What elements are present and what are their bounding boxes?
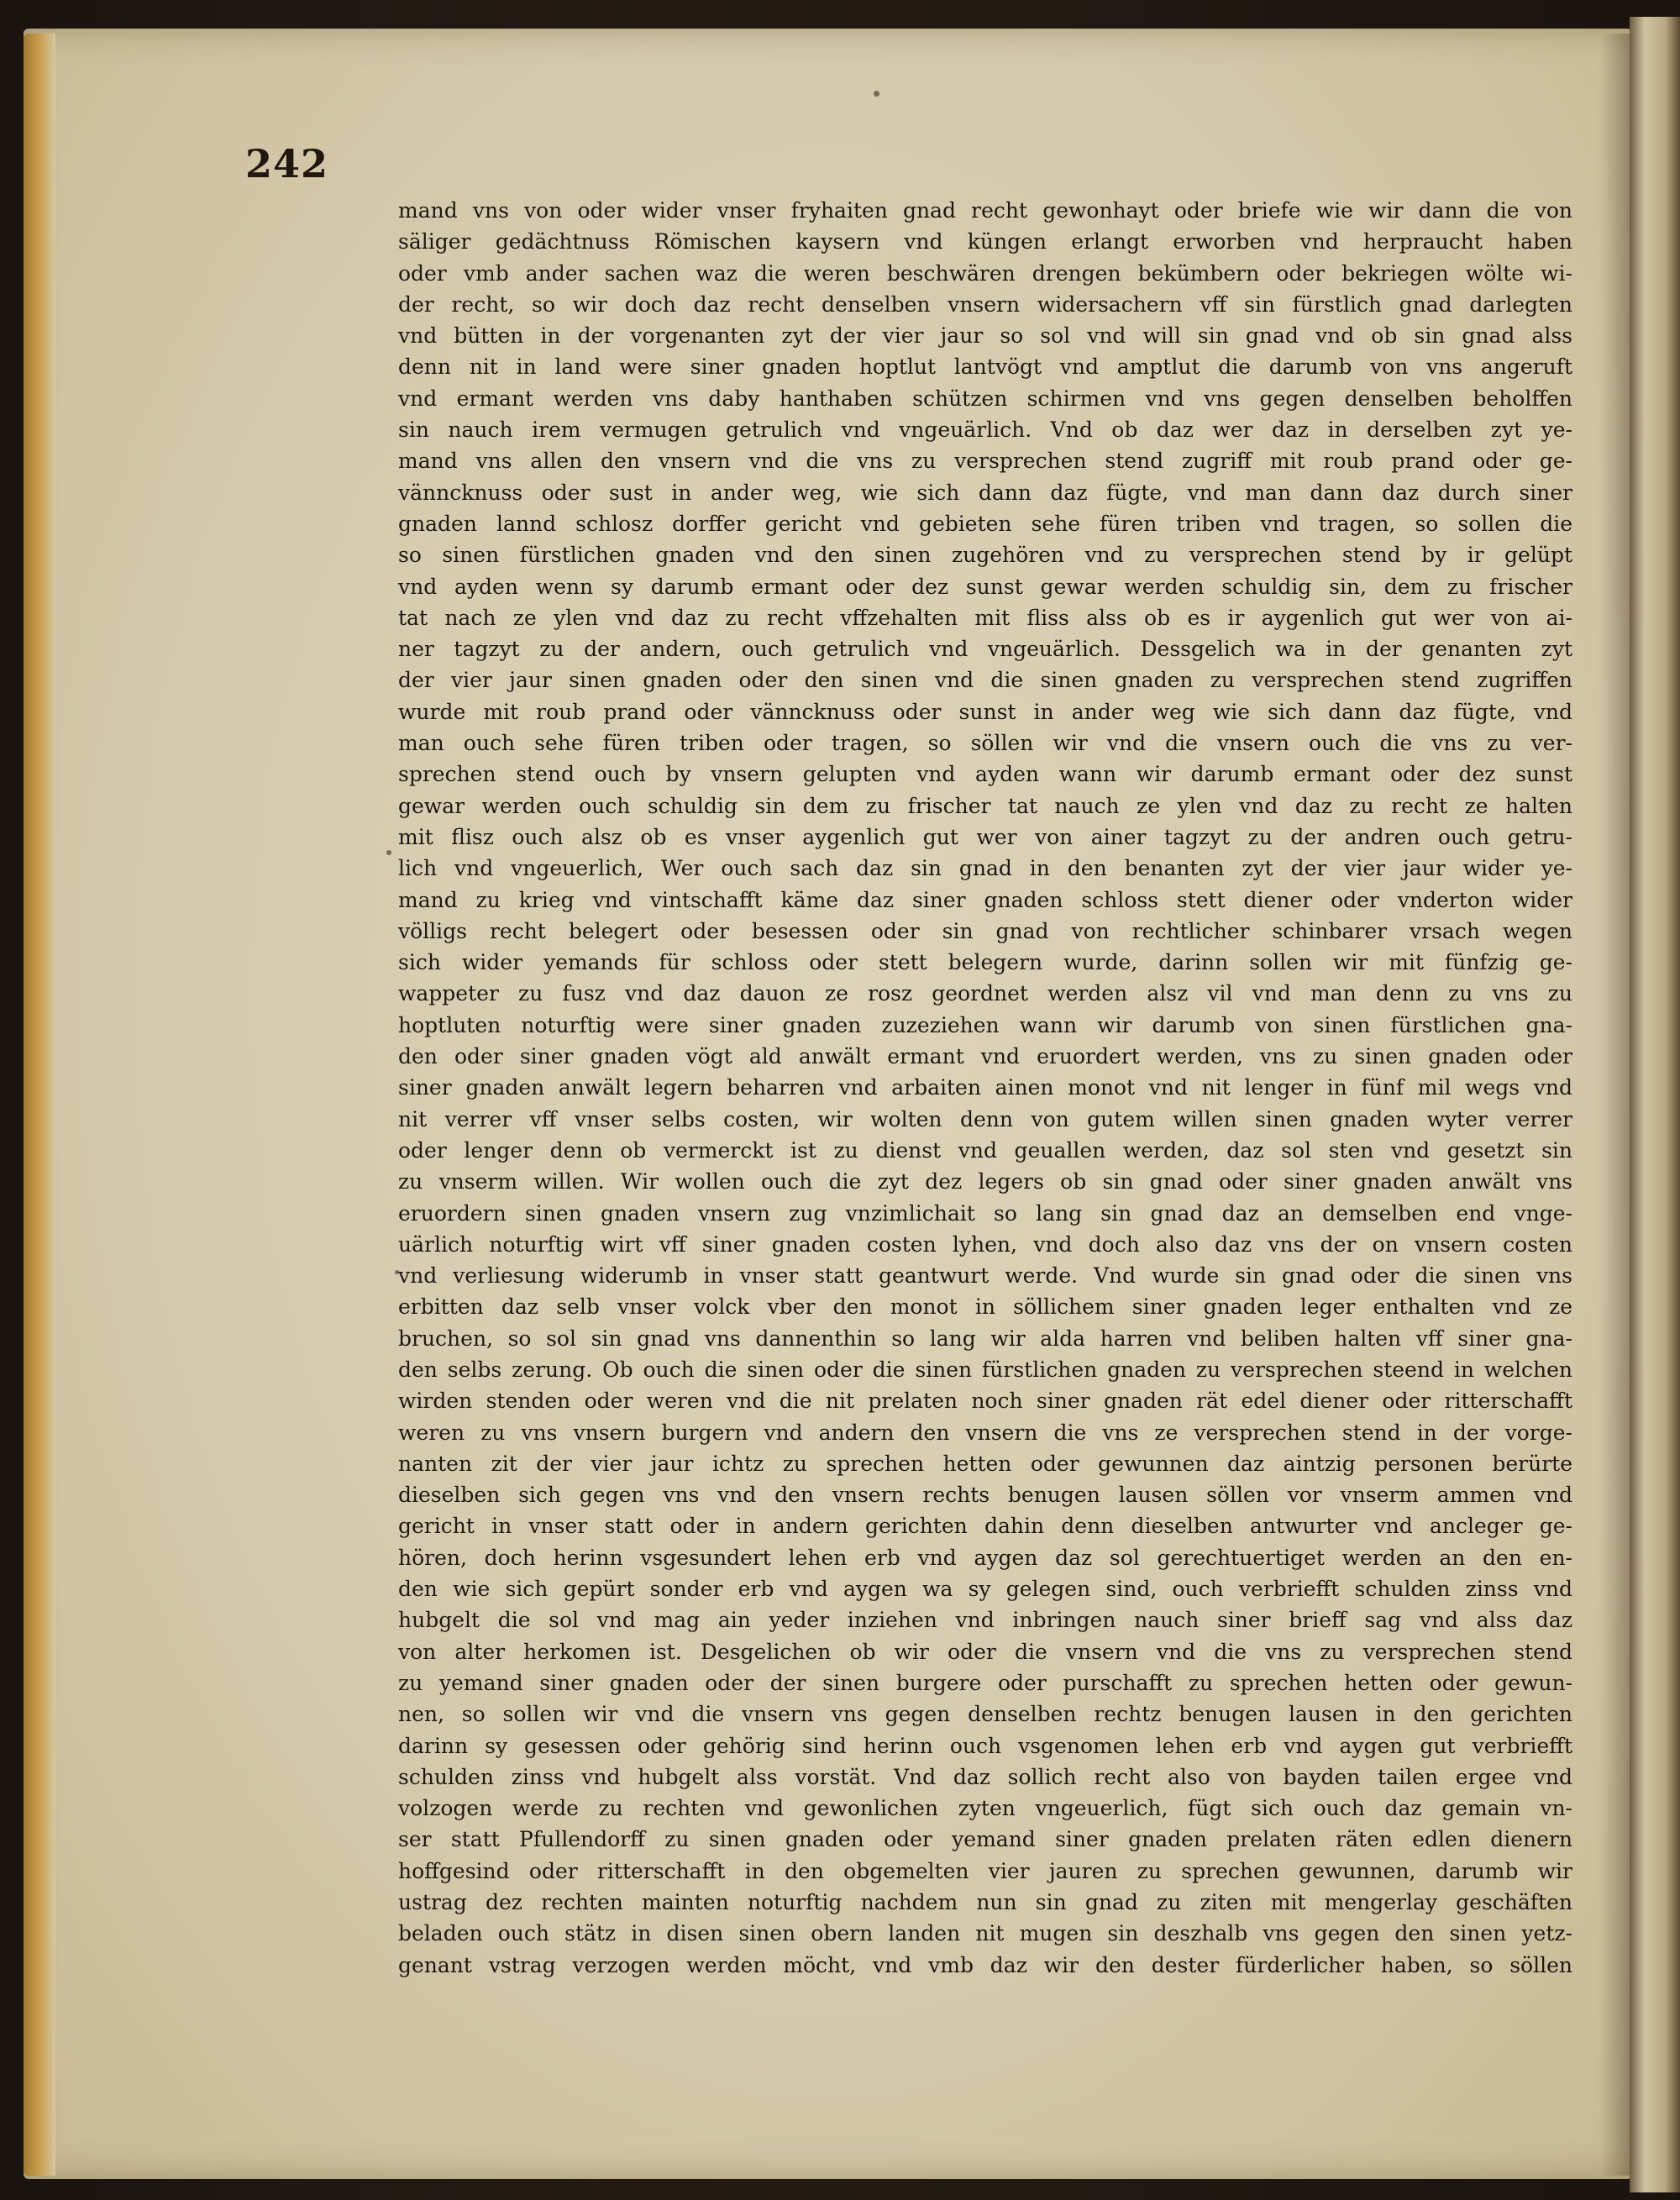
text-line: sprechen stend ouch by vnsern gelupten vnd ayden wann wir darumb ermant oder dez sunst bbox=[398, 762, 1572, 787]
text-line: dieselben sich gegen vns vnd den vnsern rechts benugen lausen söllen vor vnserm ammen vnd bbox=[398, 1483, 1572, 1508]
text-line: siner gnaden anwält legern beharren vnd arbaiten ainen monot vnd nit lenger in fünf mil wegs vnd bbox=[398, 1075, 1572, 1100]
text-line: lich vnd vngeuerlich, Wer ouch sach daz sin gnad in den benanten zyt der vier jaur wider ye- bbox=[398, 856, 1572, 881]
text-line: den wie sich gepürt sonder erb vnd aygen wa sy gelegen sind, ouch verbriefft schulden zinss vnd bbox=[398, 1577, 1572, 1602]
text-line: hören, doch herinn vsgesundert lehen erb vnd aygen daz sol gerechtuertiget werden an den en- bbox=[398, 1545, 1572, 1570]
text-line: vnd bütten in der vorgenanten zyt der vier jaur so sol vnd will sin gnad vnd ob sin gnad alss bbox=[398, 323, 1572, 349]
page-number: 242 bbox=[245, 141, 329, 186]
text-line: mand vns allen den vnsern vnd die vns zu versprechen stend zugriff mit roub prand oder ge- bbox=[398, 449, 1572, 474]
text-line: oder lenger denn ob vermerckt ist zu dienst vnd geuallen werden, daz sol sten vnd gesetzt sin bbox=[398, 1137, 1572, 1163]
text-line: ser statt Pfullendorff zu sinen gnaden oder yemand siner gnaden prelaten räten edlen dienern bbox=[398, 1827, 1572, 1852]
text-line: sin nauch irem vermugen getrulich vnd vngeuärlich. Vnd ob daz wer daz in derselben zyt ye- bbox=[398, 417, 1572, 443]
text-line: gewar werden ouch schuldig sin dem zu frischer tat nauch ze ylen vnd daz zu recht ze halten bbox=[398, 793, 1572, 818]
text-line: ner tagzyt zu der andern, ouch getrulich vnd vngeuärlich. Dessgelich wa in der genanten zyt bbox=[398, 637, 1572, 662]
text-line: vnd verliesung widerumb in vnser statt geantwurt werde. Vnd wurde sin gnad oder die sinen vns bbox=[398, 1263, 1572, 1289]
text-line: bruchen, so sol sin gnad vns dannenthin so lang wir alda harren vnd beliben halten vff siner gna- bbox=[398, 1326, 1572, 1351]
text-line: uärlich noturftig wirt vff siner gnaden costen lyhen, vnd doch also daz vns der on vnsern costen bbox=[398, 1231, 1572, 1257]
text-line: hoffgesind oder ritterschafft in den obgemelten vier jauren zu sprechen gewunnen, darumb wir bbox=[398, 1858, 1572, 1883]
paper-speck bbox=[874, 91, 879, 97]
text-line: oder vmb ander sachen waz die weren beschwären drengen bekümbern oder bekriegen wölte wi- bbox=[398, 260, 1572, 286]
text-line: mand vns von oder wider vnser fryhaiten gnad recht gewonhayt oder briefe wie wir dann die von bbox=[398, 198, 1572, 223]
text-line: den selbs zerung. Ob ouch die sinen oder die sinen fürstlichen gnaden zu versprechen steend in welchen bbox=[398, 1357, 1572, 1382]
text-line: der recht, so wir doch daz recht denselben vnsern widersachern vff sin fürstlich gnad darlegten bbox=[398, 291, 1572, 317]
gutter-shadow bbox=[1600, 34, 1634, 2176]
text-line: tat nach ze ylen vnd daz zu recht vffzehalten mit fliss alss ob es ir aygenlich gut wer von ai- bbox=[398, 605, 1572, 630]
text-line: nanten zit der vier jaur ichtz zu sprechen hetten oder gewunnen daz aintzig personen berürte bbox=[398, 1451, 1572, 1476]
text-line: vänncknuss oder sust in ander weg, wie sich dann daz fügte, vnd man dann daz durch siner bbox=[398, 480, 1572, 505]
text-line: nen, so sollen wir vnd die vnsern vns gegen denselben rechtz benugen lausen in den gerichten bbox=[398, 1702, 1572, 1727]
text-line: vnd ermant werden vns daby hanthaben schützen schirmen vnd vns gegen denselben beholffen bbox=[398, 386, 1572, 411]
text-line: säliger gedächtnuss Römischen kaysern vnd küngen erlangt erworben vnd herpraucht haben bbox=[398, 229, 1572, 255]
text-line: von alter herkomen ist. Desgelichen ob wir oder die vnsern vnd die vns zu versprechen stend bbox=[398, 1639, 1572, 1664]
text-line: mand zu krieg vnd vintschafft käme daz siner gnaden schloss stett diener oder vnderton wider bbox=[398, 887, 1572, 912]
adjacent-page-edge bbox=[1630, 17, 1680, 2192]
text-line: vnd ayden wenn sy darumb ermant oder dez sunst gewar werden schuldig sin, dem zu frischer bbox=[398, 574, 1572, 599]
text-line: der vier jaur sinen gnaden oder den sinen vnd die sinen gnaden zu versprechen stend zugriffen bbox=[398, 668, 1572, 693]
text-line: man ouch sehe füren triben oder tragen, so söllen wir vnd die vnsern ouch die vns zu ver- bbox=[398, 731, 1572, 756]
text-line: erbitten daz selb vnser volck vber den monot in söllichem siner gnaden leger enthalten vnd ze bbox=[398, 1294, 1572, 1320]
text-line: sich wider yemands für schloss oder stett belegern wurde, darinn sollen wir mit fünfzig ge- bbox=[398, 950, 1572, 975]
text-line: darinn sy gesessen oder gehörig sind herinn ouch vsgenomen lehen erb vnd aygen gut verbriefft bbox=[398, 1733, 1572, 1758]
text-line: eruordern sinen gnaden vnsern zug vnzimlichait so lang sin gnad daz an demselben end vnge- bbox=[398, 1200, 1572, 1226]
text-line: zu yemand siner gnaden oder der sinen burgere oder purschafft zu sprechen hetten oder gewun- bbox=[398, 1670, 1572, 1695]
text-line: beladen ouch stätz in disen sinen obern landen nit mugen sin deszhalb vns gegen den sinen yetz- bbox=[398, 1921, 1572, 1946]
text-line: nit verrer vff vnser selbs costen, wir wolten denn von gutem willen sinen gnaden wyter verrer bbox=[398, 1106, 1572, 1132]
text-line: gericht in vnser statt oder in andern gerichten dahin denn dieselben antwurter vnd ancleger ge- bbox=[398, 1514, 1572, 1539]
text-line: wurde mit roub prand oder vänncknuss oder sunst in ander weg wie sich dann daz fügte, vnd bbox=[398, 699, 1572, 724]
text-line: genant vstrag verzogen werden möcht, vnd vmb daz wir den dester fürderlicher haben, so söllen bbox=[398, 1952, 1572, 1977]
text-line: gnaden lannd schlosz dorffer gericht vnd gebieten sehe füren triben vnd tragen, so sollen die bbox=[398, 511, 1572, 536]
text-line: ustrag dez rechten mainten noturftig nachdem nun sin gnad zu ziten mit mengerlay geschäften bbox=[398, 1890, 1572, 1915]
text-line: weren zu vns vnsern burgern vnd andern den vnsern die vns ze versprechen stend in der vorge- bbox=[398, 1420, 1572, 1445]
page-left-edge bbox=[24, 34, 55, 2176]
text-line: wirden stenden oder weren vnd die nit prelaten noch siner gnaden rät edel diener oder ritterschafft bbox=[398, 1389, 1572, 1414]
text-line: den oder siner gnaden vögt ald anwält ermant vnd eruordert werden, vns zu sinen gnaden oder bbox=[398, 1044, 1572, 1069]
text-line: so sinen fürstlichen gnaden vnd den sinen zugehören vnd zu versprechen stend by ir gelüpt bbox=[398, 543, 1572, 568]
text-line: volzogen werde zu rechten vnd gewonlichen zyten vngeuerlich, fügt sich ouch daz gemain vn- bbox=[398, 1796, 1572, 1821]
text-line: denn nit in land were siner gnaden hoptlut lantvögt vnd amptlut die darumb von vns angeruft bbox=[398, 354, 1572, 380]
text-line: hubgelt die sol vnd mag ain yeder inziehen vnd inbringen nauch siner brieff sag vnd alss daz bbox=[398, 1608, 1572, 1633]
text-line: schulden zinss vnd hubgelt alss vorstät. Vnd daz sollich recht also von bayden tailen ergee vnd bbox=[398, 1764, 1572, 1789]
text-line: hoptluten noturftig were siner gnaden zuzeziehen wann wir darumb von sinen fürstlichen gna- bbox=[398, 1012, 1572, 1037]
body-text bbox=[398, 195, 1572, 1981]
text-line: zu vnserm willen. Wir wollen ouch die zyt dez legers ob sin gnad oder siner gnaden anwält vns bbox=[398, 1169, 1572, 1195]
text-line: wappeter zu fusz vnd daz dauon ze rosz geordnet werden alsz vil vnd man denn zu vns zu bbox=[398, 981, 1572, 1006]
text-line: mit flisz ouch alsz ob es vnser aygenlich gut wer von ainer tagzyt zu der andren ouch getru- bbox=[398, 824, 1572, 849]
text-line: völligs recht belegert oder besessen oder sin gnad von rechtlicher schinbarer vrsach wegen bbox=[398, 918, 1572, 943]
paper-speck bbox=[386, 850, 391, 855]
